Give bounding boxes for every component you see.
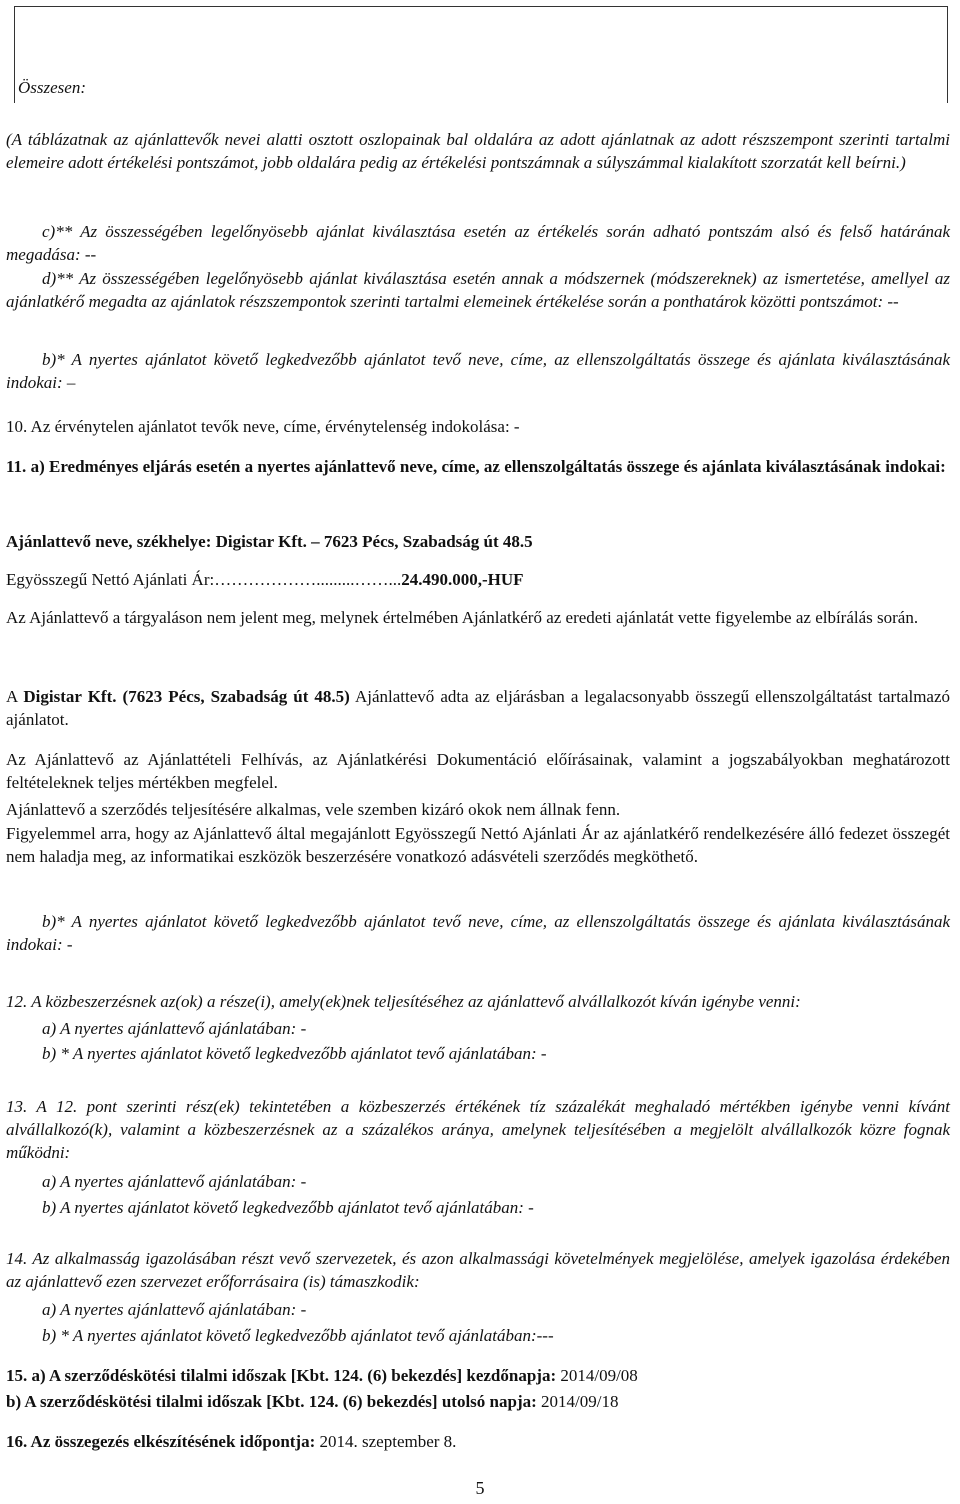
para-budget: Figyelemmel arra, hogy az Ajánlattevő által megajánlott Egyösszegű Nettó Ajánlati Ár az ajánlatkérő rendelkezésére álló fedezet összegét nem haladja meg, az informatikai eszközök beszerzésére vonatkozó adásvételi szerződés megköthető. — [6, 824, 950, 866]
item-15a-value: 2014/09/08 — [560, 1366, 638, 1385]
item-15a — [6, 1364, 950, 1387]
item-12-a: a) A nyertes ajánlattevő ajánlatában: - — [42, 1019, 307, 1038]
item-d-text: d)** Az összességében legelőnyösebb ajánlat kiválasztása esetén annak a módszernek (módszereknek) az ismertetése, amellyel az ajánlatkérő megadta az ajánlatok részszempontok szerinti tartalmi elemeinek értékelése során a ponthatárok közötti pontszámot: -- — [6, 269, 950, 311]
summary-table-box — [14, 6, 948, 103]
net-price-line — [6, 568, 950, 591]
item-14: 14. Az alkalmasság igazolásában részt vevő szervezetek, és azon alkalmassági követelmények megjelölése, amelyek igazolása érdekében az ajánlattevő ezen szervezet erőforrásaira (is) támaszkodik: — [6, 1249, 950, 1291]
para-lowest-company: Digistar Kft. (7623 Pécs, Szabadság út 48.5) — [23, 687, 350, 706]
para-lowest-c: Ajánlattevő adta az eljárásban a legalacsonyabb összegű ellenszolgáltatást tartalmazó ajánlatot. — [6, 687, 951, 729]
para-lowest-a: A — [6, 687, 18, 706]
item-15b-label: b) A szerződéskötési tilalmi időszak [Kbt. 124. (6) bekezdés] utolsó napja: — [6, 1392, 537, 1411]
item-13-b: b) A nyertes ajánlatot követő legkedvezőbb ajánlatot tevő ajánlatában: - — [42, 1198, 534, 1217]
item-14-a: a) A nyertes ajánlattevő ajánlatában: - — [42, 1300, 307, 1319]
item-11-text: a) Eredményes eljárás esetén a nyertes ajánlattevő neve, címe, az ellenszolgáltatás összege és ajánlata kiválasztásának indokai: — [30, 457, 946, 476]
para-capable: Ajánlattevő a szerződés teljesítésére alkalmas, vele szemben kizáró okok nem állnak fenn. — [6, 800, 621, 819]
item-15a-label: 15. a) A szerződéskötési tilalmi időszak [Kbt. 124. (6) bekezdés] kezdőnapja: — [6, 1366, 557, 1385]
item-15b — [6, 1390, 950, 1413]
para-lowest — [6, 685, 950, 731]
net-price-value: 24.490.000,-HUF — [401, 570, 524, 589]
item-14-b: b) * A nyertes ajánlatot követő legkedvezőbb ajánlatot tevő ajánlatában:--- — [42, 1326, 554, 1345]
item-16-label: 16. Az összegezés elkészítésének időpontja: — [6, 1432, 316, 1451]
item-16-value: 2014. szeptember 8. — [319, 1432, 457, 1451]
item-b-second: b)* A nyertes ajánlatot követő legkedvezőbb ajánlatot tevő neve, címe, az ellenszolgáltatás összege és ajánlata kiválasztásának indokai: - — [6, 912, 950, 954]
item-13-a: a) A nyertes ajánlattevő ajánlatában: - — [42, 1172, 307, 1191]
item-11-number: 11. — [6, 457, 27, 476]
item-13: 13. A 12. pont szerinti rész(ek) tekintetében a közbeszerzés értékének tíz százalékát meghaladó mértékben igénybe venni kívánt alvállalkozó(k), valamint a közbeszerzésnek az a százalékos aránya, amelynek teljesítésében a megjelölt alvállalkozók közre fognak működni: — [6, 1097, 950, 1162]
item-10: 10. Az érvénytelen ajánlatot tevők neve, címe, érvénytelenség indokolása: - — [6, 417, 520, 436]
net-price-dots: ……………….........……... — [214, 570, 402, 589]
item-12: 12. A közbeszerzésnek az(ok) a része(i), amely(ek)nek teljesítéséhez az ajánlattevő alvállalkozót kíván igénybe venni: — [6, 992, 801, 1011]
item-d — [6, 267, 950, 313]
bidder-line: Ajánlattevő neve, székhelye: Digistar Kft. – 7623 Pécs, Szabadság út 48.5 — [6, 532, 533, 551]
net-price-label: Egyösszegű Nettó Ajánlati Ár: — [6, 570, 215, 589]
item-c: c)** Az összességében legelőnyösebb ajánlat kiválasztása esetén az értékelés során adható pontszám alsó és felső határának megadása: -- — [6, 222, 950, 264]
para-compliance: Az Ajánlattevő az Ajánlattételi Felhívás, az Ajánlatkérési Dokumentáció előírásainak, valamint a jogszabályokban meghatározott feltételeknek teljes mértékben megfelel. — [6, 750, 950, 792]
para-meeting: Az Ajánlattevő a tárgyaláson nem jelent meg, melynek értelmében Ajánlatkérő az eredeti ajánlatát vette figyelembe az elbírálás során. — [6, 608, 919, 627]
item-b-first: b)* A nyertes ajánlatot követő legkedvezőbb ajánlatot tevő neve, címe, az ellenszolgáltatás összege és ajánlata kiválasztásának indokai: – — [6, 350, 950, 392]
item-16 — [6, 1430, 950, 1453]
table-note: (A táblázatnak az ajánlattevők nevei alatti osztott oszlopainak bal oldalára az adott ajánlatnak az adott részszempont szerinti tartalmi elemeire adott értékelési pontszámot, jobb oldalára pedig az értékelési pontszámnak a súlyszámmal kialakított szorzatát kell beírni.) — [6, 130, 950, 172]
item-12-b: b) * A nyertes ajánlatot követő legkedvezőbb ajánlatot tevő ajánlatában: - — [42, 1044, 547, 1063]
item-15b-value: 2014/09/18 — [541, 1392, 619, 1411]
summary-label: Összesen: — [18, 78, 86, 97]
page-number: 5 — [475, 1478, 485, 1498]
item-11 — [6, 455, 950, 478]
